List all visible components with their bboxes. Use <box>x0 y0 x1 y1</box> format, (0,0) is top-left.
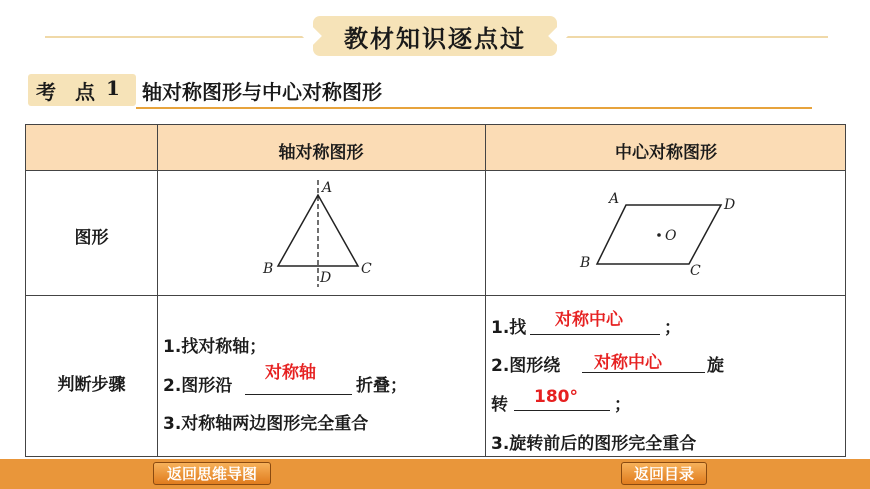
point-number: 1 <box>106 76 120 100</box>
center-point <box>657 233 661 237</box>
central-step-1-prefix: 1.找 <box>491 318 527 338</box>
row-divider <box>26 170 845 171</box>
axial-step-2-prefix: 2.图形沿 <box>163 376 233 396</box>
vertex-label-b: B <box>263 261 274 277</box>
point-underline <box>136 107 812 109</box>
central-step-1-answer: 对称中心 <box>555 310 623 330</box>
column-header-axial: 轴对称图形 <box>278 143 364 163</box>
badge-notch-right <box>548 26 568 46</box>
vertex-label-d: D <box>724 197 736 213</box>
central-step-2b-prefix: 转 <box>491 395 508 415</box>
vertex-label-a: A <box>609 191 620 207</box>
vertex-label-d: D <box>320 270 332 286</box>
central-step-2-suffix: 旋 <box>707 356 724 376</box>
central-step-2-answer: 对称中心 <box>594 353 662 373</box>
column-header-central: 中心对称图形 <box>615 143 717 163</box>
central-step-2b-suffix: ； <box>614 395 631 415</box>
central-symmetry-figure <box>571 183 796 283</box>
section-title-badge <box>313 16 557 56</box>
axial-step-2-answer: 对称轴 <box>265 363 316 383</box>
column-divider <box>485 125 486 456</box>
central-step-1-suffix: ； <box>664 318 681 338</box>
axial-step-2-suffix: 折叠； <box>356 376 407 396</box>
axial-symmetry-figure <box>256 175 416 290</box>
comparison-table <box>25 124 846 457</box>
back-to-mindmap-button[interactable]: 返回思维导图 <box>153 462 271 485</box>
central-step-2-prefix: 2.图形绕 <box>491 356 561 376</box>
back-to-toc-button[interactable]: 返回目录 <box>621 462 707 485</box>
central-step-3: 3.旋转前后的图形完全重合 <box>491 434 697 454</box>
row-label-figure: 图形 <box>74 228 109 248</box>
row-label-steps: 判断步骤 <box>57 375 126 395</box>
vertex-label-c: C <box>690 263 701 279</box>
point-label: 考 点 <box>36 80 101 104</box>
center-label-o: O <box>665 228 677 244</box>
central-step-2b-answer: 180° <box>534 387 578 407</box>
vertex-label-c: C <box>361 261 372 277</box>
axial-step-3: 3.对称轴两边图形完全重合 <box>163 414 369 434</box>
badge-notch-left <box>302 26 322 46</box>
axial-step-1: 1.找对称轴； <box>163 337 267 357</box>
column-divider <box>157 125 158 456</box>
header-divider-left <box>45 36 310 38</box>
row-divider <box>26 295 845 296</box>
header-divider-right <box>560 36 828 38</box>
section-title: 教材知识逐点过 <box>344 24 526 53</box>
footer-bar <box>0 459 870 489</box>
vertex-label-a: A <box>322 180 333 196</box>
vertex-label-b: B <box>580 255 591 271</box>
point-title: 轴对称图形与中心对称图形 <box>142 80 382 104</box>
